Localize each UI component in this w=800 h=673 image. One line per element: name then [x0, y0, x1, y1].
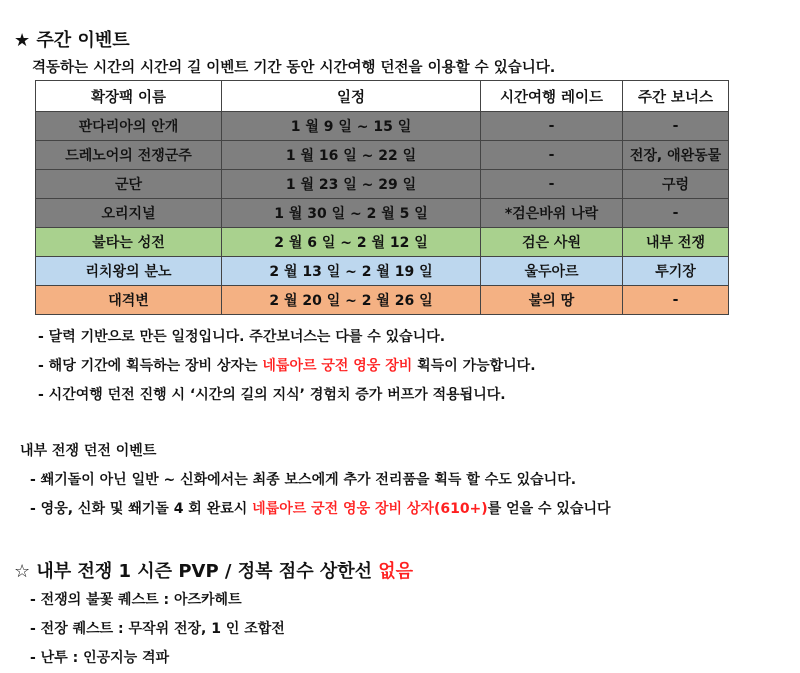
highlight-gear-name: 네룹아르 궁전 영웅 장비 [262, 358, 413, 374]
cell-expansion: 군단 [36, 170, 222, 199]
note-gear-box: - 해당 기간에 획득하는 장비 상자는 네룹아르 궁전 영웅 장비 획득이 가능합니다. [38, 358, 536, 374]
cell-schedule: 1 월 30 일 ~ 2 월 5 일 [222, 199, 481, 228]
cell-expansion: 오리지널 [36, 199, 222, 228]
weekly-event-heading [14, 26, 130, 52]
cell-schedule: 1 월 9 일 ~ 15 일 [222, 112, 481, 141]
cell-expansion: 드레노어의 전쟁군주 [36, 141, 222, 170]
cell-bonus: 투기장 [623, 257, 729, 286]
schedule-row [36, 286, 729, 315]
cell-bonus: - [623, 112, 729, 141]
cell-bonus: 구렁 [623, 170, 729, 199]
cell-raid: 불의 땅 [481, 286, 623, 315]
note-completion-reward: - 영웅, 신화 및 쐐기돌 4 회 완료시 네룹아르 궁전 영웅 장비 상자(610+)를 얻을 수 있습니다 [30, 501, 611, 517]
schedule-row [36, 228, 729, 257]
war-within-dungeon-heading: 내부 전쟁 던전 이벤트 [20, 443, 157, 459]
weekly-event-title: 주간 이벤트 [36, 30, 130, 51]
schedule-row [36, 257, 729, 286]
pvp-heading [14, 557, 413, 583]
header-schedule: 일정 [222, 81, 481, 112]
pvp-item-sparks: - 전쟁의 불꽃 퀘스트 : 아즈카헤트 [30, 592, 242, 608]
schedule-header-row [36, 81, 729, 112]
note-xp-buff: - 시간여행 던전 진행 시 ‘시간의 길의 지식’ 경험치 증가 버프가 적용됩니다. [38, 387, 506, 403]
note-calendar: - 달력 기반으로 만든 일정입니다. 주간보너스는 다를 수 있습니다. [38, 329, 446, 345]
cell-expansion: 불타는 성전 [36, 228, 222, 257]
pvp-item-brawl: - 난투 : 인공지능 격파 [30, 650, 170, 666]
pvp-title: 내부 전쟁 1 시즌 PVP / 정복 점수 상한선 [36, 561, 379, 582]
black-star-icon: ★ [14, 30, 31, 51]
cell-schedule: 2 월 20 일 ~ 2 월 26 일 [222, 286, 481, 315]
pvp-item-battleground: - 전장 퀘스트 : 무작위 전장, 1 인 조합전 [30, 621, 285, 637]
cell-raid: *검은바위 나락 [481, 199, 623, 228]
pvp-cap-none: 없음 [378, 561, 414, 582]
cell-bonus: - [623, 199, 729, 228]
note-bonus-loot: - 쐐기돌이 아닌 일반 ~ 신화에서는 최종 보스에게 추가 전리품을 획득 할 수도 있습니다. [30, 472, 577, 488]
cell-schedule: 1 월 23 일 ~ 29 일 [222, 170, 481, 199]
schedule-row [36, 141, 729, 170]
weekly-event-intro: 격동하는 시간의 시간의 길 이벤트 기간 동안 시간여행 던전을 이용할 수 있습니다. [32, 60, 556, 76]
schedule-row [36, 112, 729, 141]
cell-schedule: 1 월 16 일 ~ 22 일 [222, 141, 481, 170]
cell-raid: 울두아르 [481, 257, 623, 286]
cell-expansion: 리치왕의 분노 [36, 257, 222, 286]
cell-raid: - [481, 112, 623, 141]
schedule-table [35, 80, 729, 315]
white-star-icon: ☆ [14, 561, 31, 582]
cell-raid: - [481, 141, 623, 170]
header-expansion: 확장팩 이름 [36, 81, 222, 112]
schedule-row [36, 199, 729, 228]
cell-schedule: 2 월 13 일 ~ 2 월 19 일 [222, 257, 481, 286]
cell-bonus: 전장, 애완동물 [623, 141, 729, 170]
cell-bonus: 내부 전쟁 [623, 228, 729, 257]
cell-raid: 검은 사원 [481, 228, 623, 257]
cell-expansion: 대격변 [36, 286, 222, 315]
highlight-reward-name: 네룹아르 궁전 영웅 장비 상자(610+) [252, 501, 488, 517]
cell-bonus: - [623, 286, 729, 315]
cell-raid: - [481, 170, 623, 199]
header-raid: 시간여행 레이드 [481, 81, 623, 112]
schedule-row [36, 170, 729, 199]
cell-schedule: 2 월 6 일 ~ 2 월 12 일 [222, 228, 481, 257]
header-bonus: 주간 보너스 [623, 81, 729, 112]
cell-expansion: 판다리아의 안개 [36, 112, 222, 141]
